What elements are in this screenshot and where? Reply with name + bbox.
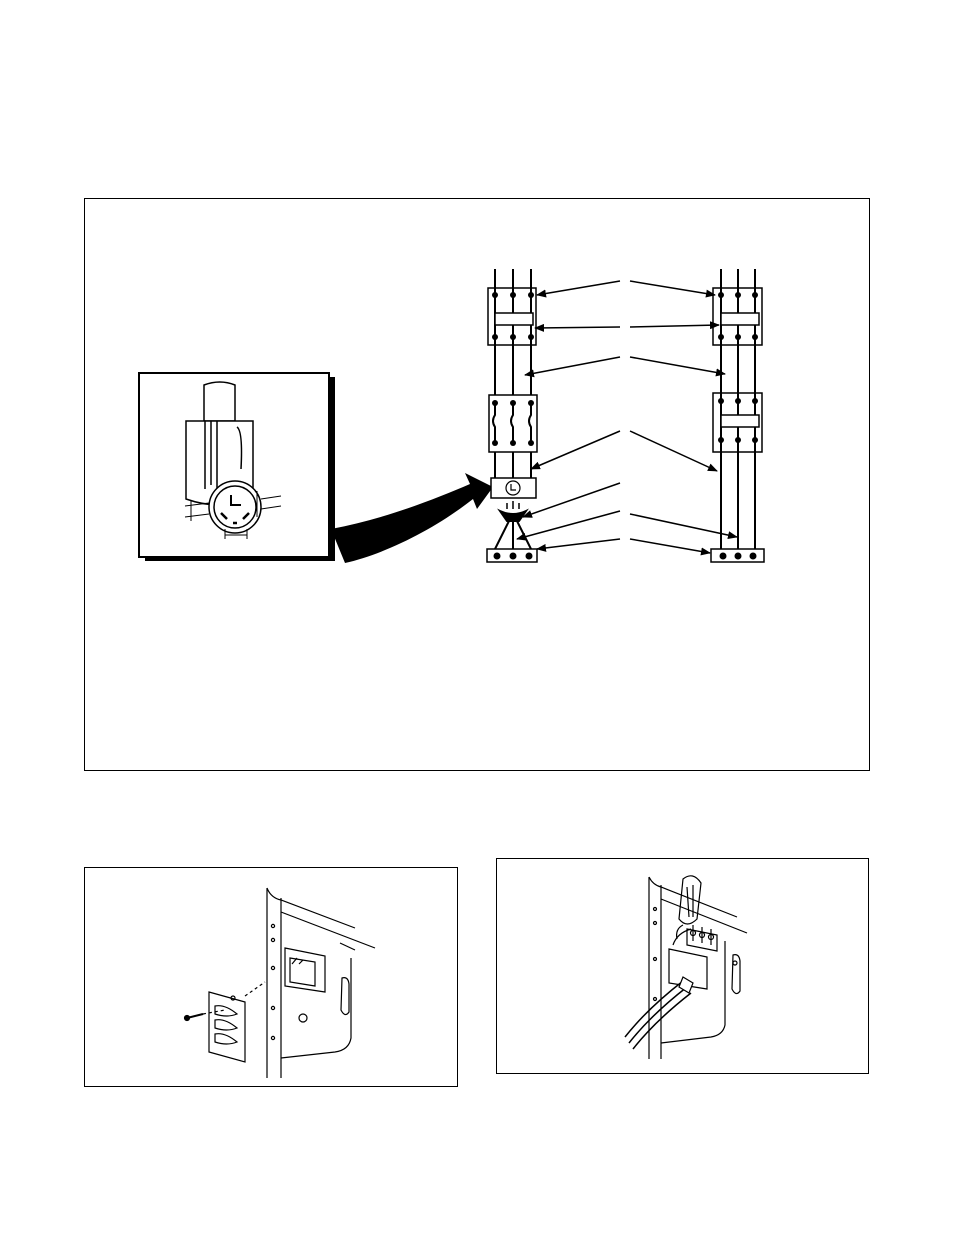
wiring-diagram — [85, 199, 871, 772]
cord-connection-figure — [496, 858, 869, 1074]
access-cover-figure — [84, 867, 458, 1087]
wiring-diagram-frame — [84, 198, 870, 771]
leader-arrows — [517, 281, 737, 553]
receptacle-detail-inset — [139, 373, 335, 561]
fused-receptacle-circuit — [487, 269, 537, 562]
power-cord-terminal-block-icon — [497, 859, 870, 1075]
direct-wired-circuit — [711, 269, 764, 562]
callout-arrow — [331, 473, 493, 563]
terminal-cover-plate-icon — [85, 868, 459, 1088]
